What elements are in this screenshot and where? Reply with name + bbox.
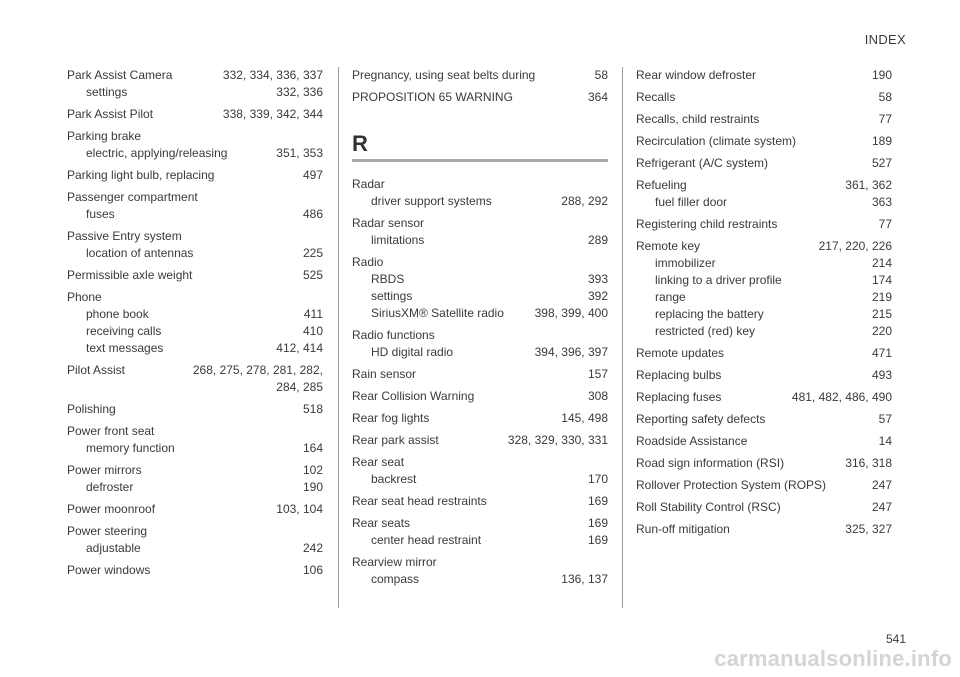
index-entry <box>67 189 323 223</box>
index-term: Power mirrors <box>67 463 142 477</box>
index-term: center head restraint <box>371 533 482 547</box>
index-subentry <box>67 540 323 557</box>
index-entry <box>67 289 323 357</box>
index-term: linking to a driver profile <box>655 273 782 287</box>
index-page-refs: 288, 292 <box>561 194 608 208</box>
index-entry <box>67 423 323 457</box>
page-header-title: INDEX <box>864 32 906 47</box>
index-term: Road sign information (RSI) <box>636 456 785 470</box>
index-term: HD digital radio <box>371 345 454 359</box>
index-page-refs: 363 <box>871 195 892 209</box>
index-subentry <box>352 271 608 288</box>
index-entry <box>352 515 608 549</box>
index-page-refs: 332, 334, 336, 337 <box>222 68 323 82</box>
index-subentry <box>352 305 608 322</box>
index-entry-row <box>67 289 323 306</box>
index-term: settings <box>86 85 128 99</box>
index-page-refs: 220 <box>871 324 892 338</box>
index-page-refs: 174 <box>871 273 892 287</box>
index-column-1 <box>67 67 323 584</box>
index-page-refs: 338, 339, 342, 344 <box>222 107 323 121</box>
index-entry-row <box>636 345 892 362</box>
index-entry <box>352 67 608 84</box>
index-page-refs: 486 <box>302 207 323 221</box>
index-page-refs: 190 <box>302 480 323 494</box>
section-letter-heading <box>352 132 608 162</box>
index-entry <box>67 167 323 184</box>
index-entry <box>352 432 608 449</box>
index-page-refs: 169 <box>587 533 608 547</box>
index-entry <box>636 411 892 428</box>
index-term: Roll Stability Control (RSC) <box>636 500 781 514</box>
index-entry <box>67 228 323 262</box>
index-term: Recalls <box>636 90 676 104</box>
index-entry-row <box>67 228 323 245</box>
index-term: Parking brake <box>67 129 142 143</box>
index-page-refs: 217, 220, 226 <box>818 239 892 253</box>
index-entry-row <box>352 366 608 383</box>
index-page-refs: 169 <box>587 516 608 530</box>
index-entry-row <box>636 455 892 472</box>
index-subentry <box>352 532 608 549</box>
index-entry <box>636 133 892 150</box>
index-entry-row <box>352 388 608 405</box>
index-page-refs: 58 <box>878 90 892 104</box>
index-subentry <box>352 571 608 588</box>
index-subentry <box>636 306 892 323</box>
index-entry-row <box>67 67 323 84</box>
index-term: memory function <box>86 441 175 455</box>
index-term: Rear window defroster <box>636 68 757 82</box>
index-entry <box>67 106 323 123</box>
index-entry-row <box>352 454 608 471</box>
index-subentry <box>67 145 323 162</box>
index-page-refs: 289 <box>587 233 608 247</box>
index-entry-row <box>636 111 892 128</box>
index-page-refs: 225 <box>302 246 323 260</box>
index-entry <box>636 521 892 538</box>
index-term: Parking light bulb, replacing <box>67 168 215 182</box>
index-entry-row <box>636 238 892 255</box>
index-term: Polishing <box>67 402 116 416</box>
index-entry-row <box>67 523 323 540</box>
index-entry <box>67 362 323 396</box>
index-entry-row <box>636 89 892 106</box>
index-term: Rear seat <box>352 455 405 469</box>
index-subentry <box>352 288 608 305</box>
index-term: Remote updates <box>636 346 725 360</box>
index-entry <box>636 499 892 516</box>
index-page-refs: 325, 327 <box>845 522 892 536</box>
index-term: Rear seats <box>352 516 411 530</box>
index-entry-row <box>636 133 892 150</box>
index-entry-row <box>67 462 323 479</box>
index-page-refs: 284, 285 <box>276 380 323 394</box>
index-entry-row <box>67 423 323 440</box>
index-entry <box>636 389 892 406</box>
index-page-refs: 393 <box>587 272 608 286</box>
index-page-refs: 103, 104 <box>276 502 323 516</box>
column-divider <box>622 67 623 608</box>
index-entry-row <box>67 106 323 123</box>
index-subentry <box>352 344 608 361</box>
index-entry <box>636 216 892 233</box>
index-entry-row <box>67 189 323 206</box>
index-page-refs: 14 <box>878 434 892 448</box>
index-entry-row <box>636 477 892 494</box>
index-column-2 <box>352 67 608 593</box>
index-term: Rear Collision Warning <box>352 389 475 403</box>
index-subentry <box>636 272 892 289</box>
index-subentry <box>352 193 608 210</box>
index-term: SiriusXM® Satellite radio <box>371 306 504 320</box>
index-entry-row <box>636 155 892 172</box>
index-page-refs: 471 <box>871 346 892 360</box>
index-entry <box>67 501 323 518</box>
index-subentry <box>352 471 608 488</box>
index-entry-row <box>67 401 323 418</box>
index-subentry <box>636 194 892 211</box>
index-entry-row <box>636 216 892 233</box>
index-entry <box>352 410 608 427</box>
index-term: receiving calls <box>86 324 162 338</box>
index-term: fuel filler door <box>655 195 728 209</box>
index-term: Radio functions <box>352 328 435 342</box>
index-term: Power steering <box>67 524 148 538</box>
column-divider <box>338 67 339 608</box>
index-subentry <box>636 289 892 306</box>
index-page-refs: 77 <box>878 217 892 231</box>
index-entry-row <box>67 362 323 379</box>
index-entry-row <box>352 410 608 427</box>
index-entry-row <box>352 327 608 344</box>
index-term: Radio <box>352 255 384 269</box>
index-page-refs: 412, 414 <box>276 341 323 355</box>
index-entry <box>352 327 608 361</box>
index-page-refs: 410 <box>302 324 323 338</box>
index-term: Passive Entry system <box>67 229 182 243</box>
index-subentry <box>67 440 323 457</box>
index-page-refs: 351, 353 <box>276 146 323 160</box>
index-entry-row <box>352 515 608 532</box>
index-term: Roadside Assistance <box>636 434 748 448</box>
index-term: defroster <box>86 480 134 494</box>
index-term: Permissible axle weight <box>67 268 193 282</box>
index-entry-row <box>636 67 892 84</box>
index-term: settings <box>371 289 413 303</box>
index-term: Phone <box>67 290 102 304</box>
index-page-refs: 364 <box>587 90 608 104</box>
index-page-refs: 411 <box>303 307 323 321</box>
index-subentry <box>67 323 323 340</box>
index-page-refs: 308 <box>587 389 608 403</box>
index-term: Replacing fuses <box>636 390 722 404</box>
index-subentry <box>67 479 323 496</box>
index-term: Registering child restraints <box>636 217 778 231</box>
index-entry <box>636 111 892 128</box>
index-entry-row <box>636 389 892 406</box>
index-entry-row <box>67 128 323 145</box>
index-page-refs: 527 <box>871 156 892 170</box>
index-entry <box>636 455 892 472</box>
index-page-refs: 215 <box>871 307 892 321</box>
index-entry <box>352 454 608 488</box>
index-page-refs: 481, 482, 486, 490 <box>791 390 892 404</box>
index-page-refs: 145, 498 <box>561 411 608 425</box>
index-page-refs: 190 <box>871 68 892 82</box>
index-entry-row <box>636 177 892 194</box>
index-entry <box>67 562 323 579</box>
index-page-refs: 106 <box>302 563 323 577</box>
index-page-refs: 164 <box>302 441 323 455</box>
index-term: Reporting safety defects <box>636 412 766 426</box>
index-page-refs: 169 <box>587 494 608 508</box>
index-entry-row <box>636 521 892 538</box>
section-rule <box>352 159 608 162</box>
index-page-refs: 219 <box>871 290 892 304</box>
index-entry <box>636 67 892 84</box>
index-subentry <box>352 232 608 249</box>
index-entry-row <box>352 215 608 232</box>
index-entry <box>636 177 892 211</box>
index-page-refs: 394, 396, 397 <box>534 345 608 359</box>
index-term: Refrigerant (A/C system) <box>636 156 769 170</box>
index-term: phone book <box>86 307 149 321</box>
index-term: adjustable <box>86 541 141 555</box>
index-term: Park Assist Camera <box>67 68 173 82</box>
index-term: Pilot Assist <box>67 363 126 377</box>
index-term: Radar <box>352 177 385 191</box>
index-entry-row <box>67 167 323 184</box>
index-term: immobilizer <box>655 256 716 270</box>
index-term: limitations <box>371 233 425 247</box>
index-page-refs: 518 <box>302 402 323 416</box>
index-entry-row <box>67 501 323 518</box>
index-page-refs: 189 <box>871 134 892 148</box>
index-entry <box>636 238 892 340</box>
index-term: Rearview mirror <box>352 555 437 569</box>
index-term: Refueling <box>636 178 687 192</box>
index-entry <box>352 388 608 405</box>
index-entry <box>67 267 323 284</box>
index-page-refs: 328, 329, 330, 331 <box>507 433 608 447</box>
index-page-refs: 392 <box>587 289 608 303</box>
index-term: Park Assist Pilot <box>67 107 154 121</box>
index-page-refs: 361, 362 <box>845 178 892 192</box>
index-entry-row <box>636 411 892 428</box>
index-entry-row <box>352 67 608 84</box>
index-term: Pregnancy, using seat belts during <box>352 68 536 82</box>
index-page-refs: 58 <box>594 68 608 82</box>
index-term: Radar sensor <box>352 216 425 230</box>
index-term: Run-off mitigation <box>636 522 730 536</box>
index-entry <box>352 215 608 249</box>
index-entry-row <box>67 379 323 396</box>
index-entry-row <box>352 89 608 106</box>
index-term: fuses <box>86 207 115 221</box>
index-subentry <box>67 245 323 262</box>
index-entry <box>67 401 323 418</box>
index-term: Recalls, child restraints <box>636 112 760 126</box>
index-page-refs: 332, 336 <box>276 85 323 99</box>
index-page-refs: 493 <box>871 368 892 382</box>
index-entry <box>636 155 892 172</box>
index-term: driver support systems <box>371 194 492 208</box>
index-entry <box>67 128 323 162</box>
index-term: Remote key <box>636 239 701 253</box>
index-term: Recirculation (climate system) <box>636 134 797 148</box>
index-entry <box>636 345 892 362</box>
index-page-refs: 242 <box>302 541 323 555</box>
index-page-refs: 214 <box>871 256 892 270</box>
index-term: Rollover Protection System (ROPS) <box>636 478 827 492</box>
index-entry-row <box>636 433 892 450</box>
index-term: restricted (red) key <box>655 324 756 338</box>
index-term: text messages <box>86 341 164 355</box>
index-subentry <box>67 206 323 223</box>
index-page-refs: 398, 399, 400 <box>534 306 608 320</box>
section-letter: R <box>352 131 368 156</box>
index-page-refs: 268, 275, 278, 281, 282, <box>192 363 323 377</box>
index-term: Power windows <box>67 563 151 577</box>
index-subentry <box>67 84 323 101</box>
index-subentry <box>67 340 323 357</box>
index-page-refs: 77 <box>878 112 892 126</box>
index-entry <box>636 477 892 494</box>
index-term: compass <box>371 572 420 586</box>
index-term: replacing the battery <box>655 307 764 321</box>
index-subentry <box>67 306 323 323</box>
index-term: Rear fog lights <box>352 411 430 425</box>
index-entry <box>67 67 323 101</box>
index-page-refs: 170 <box>587 472 608 486</box>
index-entry-row <box>636 367 892 384</box>
index-term: location of antennas <box>86 246 194 260</box>
index-term: Replacing bulbs <box>636 368 722 382</box>
index-entry <box>636 433 892 450</box>
index-term: range <box>655 290 686 304</box>
page-number: 541 <box>885 632 906 646</box>
site-watermark: carmanualsonline.info <box>714 646 952 671</box>
index-entry-row <box>67 267 323 284</box>
index-page-refs: 57 <box>878 412 892 426</box>
index-term: Rear park assist <box>352 433 439 447</box>
index-term: Rear seat head restraints <box>352 494 487 508</box>
index-entry <box>352 493 608 510</box>
index-entry <box>352 176 608 210</box>
index-page-refs: 247 <box>871 500 892 514</box>
index-page-refs: 497 <box>302 168 323 182</box>
index-page-refs: 525 <box>302 268 323 282</box>
index-entry-row <box>352 493 608 510</box>
index-entry <box>352 366 608 383</box>
index-page-refs: 316, 318 <box>845 456 892 470</box>
index-term: RBDS <box>371 272 405 286</box>
index-entry <box>352 554 608 588</box>
index-entry <box>352 89 608 106</box>
index-term: electric, applying/releasing <box>86 146 228 160</box>
index-term: Passenger compartment <box>67 190 198 204</box>
index-entry <box>67 523 323 557</box>
index-entry-row <box>352 176 608 193</box>
index-subentry <box>636 323 892 340</box>
index-page-refs: 102 <box>302 463 323 477</box>
index-term: backrest <box>371 472 417 486</box>
index-page-refs: 247 <box>871 478 892 492</box>
index-entry <box>67 462 323 496</box>
index-entry <box>636 367 892 384</box>
index-term: Power moonroof <box>67 502 156 516</box>
index-term: Power front seat <box>67 424 155 438</box>
index-term: Rain sensor <box>352 367 417 381</box>
index-entry <box>352 254 608 322</box>
index-term: PROPOSITION 65 WARNING <box>352 90 513 104</box>
index-entry-row <box>352 432 608 449</box>
index-entry-row <box>67 562 323 579</box>
index-subentry <box>636 255 892 272</box>
index-entry-row <box>352 254 608 271</box>
index-entry-row <box>636 499 892 516</box>
index-entry-row <box>352 554 608 571</box>
index-page-refs: 157 <box>587 367 608 381</box>
index-column-3 <box>636 67 892 543</box>
index-entry <box>636 89 892 106</box>
index-page-refs: 136, 137 <box>561 572 608 586</box>
